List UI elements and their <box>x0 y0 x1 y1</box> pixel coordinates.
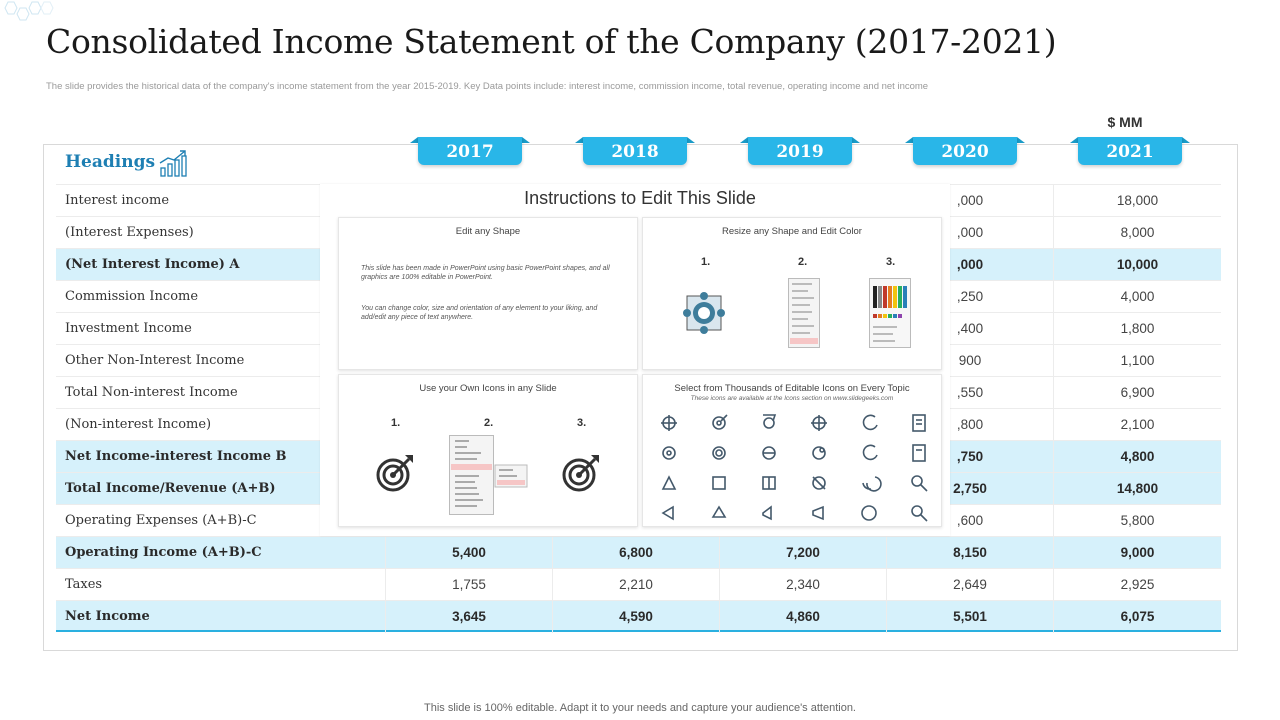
target-dart-icon-filled <box>561 453 601 493</box>
table-row: Taxes 1,755 2,210 2,340 2,649 2,925 <box>56 568 1221 600</box>
year-tab-2019: 2019 <box>740 137 860 165</box>
table-row: (Interest Expenses) ,000 8,000 <box>56 216 1221 248</box>
year-tab-2018: 2018 <box>575 137 695 165</box>
table-row: Operating Income (A+B)-C 5,400 6,800 7,200 8,150 9,000 <box>56 536 1221 568</box>
hexagon-decoration-icon <box>0 0 60 24</box>
page-title: Consolidated Income Statement of the Company (2017-2021) <box>46 22 1057 61</box>
table-row: Total Non-interest Income ,550 6,900 <box>56 376 1221 408</box>
table-row: (Net Interest Income) A ,000 10,000 <box>56 248 1221 280</box>
target-dart-icon <box>375 453 415 493</box>
instructions-overlay <box>320 184 950 536</box>
year-tab-2017: 2017 <box>410 137 530 165</box>
instructions-title: Instructions to Edit This Slide <box>524 188 756 208</box>
page-subtitle: The slide provides the historical data of the company's income statement from the year 2015-2019. Key Data points include: interest income, commission income, total revenue, operating income and net income <box>46 81 929 92</box>
table-row: Other Non-Interest Income 900 1,100 <box>56 344 1221 376</box>
table-row: Commission Income ,250 4,000 <box>56 280 1221 312</box>
table-row: Operating Expenses (A+B)-C ,600 5,800 <box>56 504 1221 536</box>
unit-label: $ MM <box>1107 114 1143 130</box>
own-icons-box: Use your Own Icons in any Slide 1. 2. 3. <box>338 374 638 527</box>
table-row: Net Income-interest Income B ,750 4,800 <box>56 440 1221 472</box>
edit-shape-box: Edit any Shape This slide has been made in PowerPoint using basic PowerPoint shapes, and all graphics are 100% editable in PowerPoint. You can change color, size and orientation of any element to your liking, and add/edit any piece of text anywhere. <box>338 217 638 370</box>
growth-chart-icon <box>158 148 188 178</box>
table-row: Net Income 3,645 4,590 4,860 5,501 6,075 <box>56 600 1221 632</box>
table-row: Total Income/Revenue (A+B) 2,750 14,800 <box>56 472 1221 504</box>
table-row: Investment Income ,400 1,800 <box>56 312 1221 344</box>
icon-grid <box>659 413 929 523</box>
year-tab-2020: 2020 <box>905 137 1025 165</box>
footer-note: This slide is 100% editable. Adapt it to your needs and capture your audience's attention. <box>424 702 856 714</box>
resize-shape-box: Resize any Shape and Edit Color 1. 2. 3. <box>642 217 942 370</box>
right-click-menu-icon <box>449 435 529 515</box>
shape-resize-icon <box>679 288 729 338</box>
context-menu-icon <box>788 278 820 348</box>
table-row: (Non-interest Income) ,800 2,100 <box>56 408 1221 440</box>
color-palette-icon <box>869 278 911 348</box>
year-tab-2021: 2021 <box>1070 137 1190 165</box>
editable-icons-box: Select from Thousands of Editable Icons on Every Topic These icons are available at the Icons section on www.slidegeeks.com <box>642 374 942 527</box>
table-row: Interest income ,000 18,000 <box>56 184 1221 216</box>
headings-label: Headings <box>65 152 156 172</box>
